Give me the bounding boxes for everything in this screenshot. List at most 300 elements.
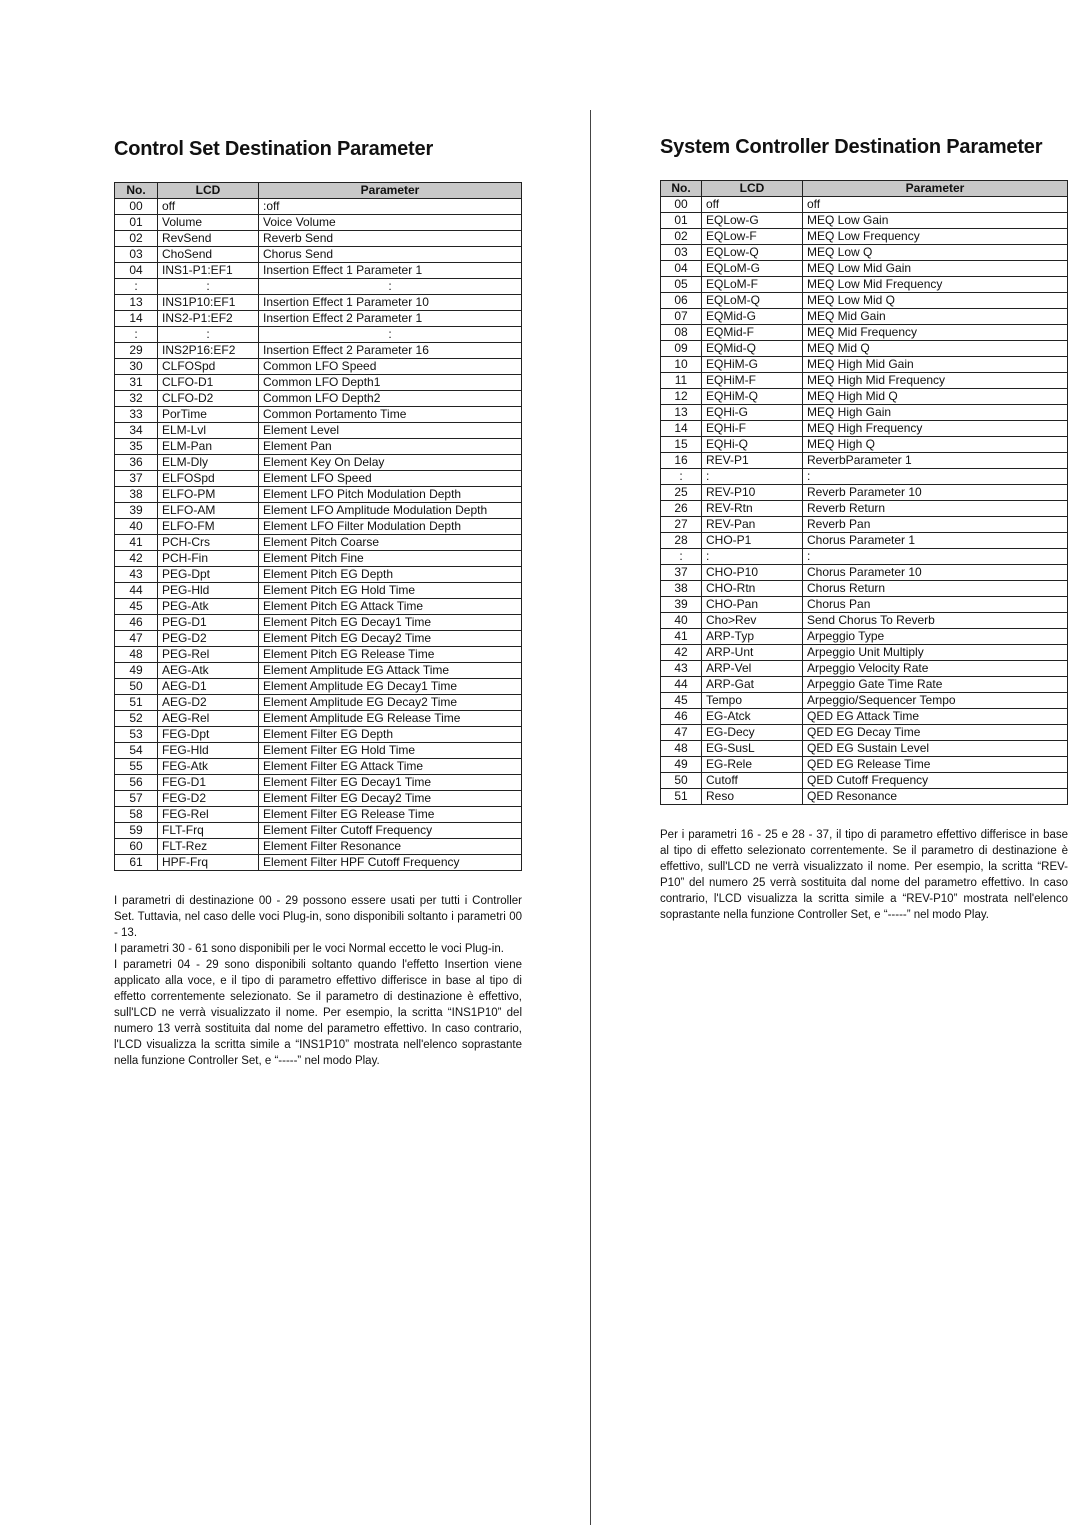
cell-lcd: AEG-D1 bbox=[158, 679, 259, 695]
table-row bbox=[661, 405, 1068, 421]
cell-lcd: EQLow-G bbox=[702, 213, 803, 229]
cell-lcd: FLT-Frq bbox=[158, 823, 259, 839]
cell-parameter: Element Pitch Coarse bbox=[259, 535, 522, 551]
cell-lcd: PorTime bbox=[158, 407, 259, 423]
table-row bbox=[115, 583, 522, 599]
cell-lcd: EQLoM-G bbox=[702, 261, 803, 277]
cell-lcd: INS2-P1:EF2 bbox=[158, 311, 259, 327]
cell-lcd: off bbox=[702, 197, 803, 213]
cell-lcd: ChoSend bbox=[158, 247, 259, 263]
cell-parameter: Chorus Pan bbox=[803, 597, 1068, 613]
table-row bbox=[661, 789, 1068, 805]
cell-no: 47 bbox=[115, 631, 158, 647]
cell-no: 31 bbox=[115, 375, 158, 391]
cell-no: 07 bbox=[661, 309, 702, 325]
cell-lcd: CLFO-D2 bbox=[158, 391, 259, 407]
cell-no: 47 bbox=[661, 725, 702, 741]
cell-no: 14 bbox=[115, 311, 158, 327]
cell-no: 37 bbox=[661, 565, 702, 581]
cell-lcd: Reso bbox=[702, 789, 803, 805]
cell-lcd: EG-Decy bbox=[702, 725, 803, 741]
table-row bbox=[115, 775, 522, 791]
cell-no: 15 bbox=[661, 437, 702, 453]
table-row bbox=[115, 215, 522, 231]
cell-no: 25 bbox=[661, 485, 702, 501]
cell-no: 09 bbox=[661, 341, 702, 357]
table-row bbox=[115, 647, 522, 663]
column-header-parameter: Parameter bbox=[259, 183, 522, 199]
cell-no: 27 bbox=[661, 517, 702, 533]
cell-no: 41 bbox=[661, 629, 702, 645]
cell-lcd: : bbox=[702, 549, 803, 565]
note-paragraph: I parametri di destinazione 00 - 29 possono essere usati per tutti i Controller Set. Tuttavia, nel caso delle voci Plug-in, sono disponibili soltanto i parametri 00 - 13. bbox=[114, 895, 522, 939]
cell-parameter: Element Amplitude EG Decay2 Time bbox=[259, 695, 522, 711]
table-row bbox=[661, 261, 1068, 277]
cell-no: 42 bbox=[115, 551, 158, 567]
table-row bbox=[661, 309, 1068, 325]
table-row bbox=[115, 855, 522, 871]
cell-lcd: EG-Rele bbox=[702, 757, 803, 773]
cell-lcd: PEG-Hld bbox=[158, 583, 259, 599]
cell-no: 44 bbox=[661, 677, 702, 693]
cell-no: 26 bbox=[661, 501, 702, 517]
cell-lcd: ELFO-AM bbox=[158, 503, 259, 519]
table-row bbox=[661, 213, 1068, 229]
cell-parameter: Element Filter EG Hold Time bbox=[259, 743, 522, 759]
cell-parameter: MEQ Low Mid Q bbox=[803, 293, 1068, 309]
cell-parameter: : bbox=[803, 549, 1068, 565]
table-row bbox=[115, 679, 522, 695]
cell-parameter: Insertion Effect 2 Parameter 16 bbox=[259, 343, 522, 359]
control-set-table-body bbox=[115, 199, 522, 871]
cell-no: 43 bbox=[661, 661, 702, 677]
cell-lcd: EQLoM-F bbox=[702, 277, 803, 293]
cell-lcd: REV-P1 bbox=[702, 453, 803, 469]
table-row bbox=[661, 709, 1068, 725]
cell-no: : bbox=[115, 327, 158, 343]
table-row bbox=[661, 341, 1068, 357]
table-row bbox=[115, 439, 522, 455]
cell-no: 44 bbox=[115, 583, 158, 599]
cell-parameter: Element LFO Pitch Modulation Depth bbox=[259, 487, 522, 503]
cell-lcd: PEG-D2 bbox=[158, 631, 259, 647]
table-row bbox=[115, 519, 522, 535]
cell-lcd: RevSend bbox=[158, 231, 259, 247]
cell-no: 00 bbox=[661, 197, 702, 213]
cell-parameter: Element Amplitude EG Decay1 Time bbox=[259, 679, 522, 695]
cell-parameter: Element LFO Speed bbox=[259, 471, 522, 487]
cell-parameter: Element Pitch EG Decay1 Time bbox=[259, 615, 522, 631]
cell-parameter: MEQ High Mid Frequency bbox=[803, 373, 1068, 389]
cell-lcd: FEG-Rel bbox=[158, 807, 259, 823]
cell-lcd: ARP-Vel bbox=[702, 661, 803, 677]
cell-no: 49 bbox=[661, 757, 702, 773]
cell-parameter: : bbox=[259, 279, 522, 295]
cell-lcd: : bbox=[158, 279, 259, 295]
cell-no: 02 bbox=[661, 229, 702, 245]
cell-lcd: EQLow-Q bbox=[702, 245, 803, 261]
system-controller-table-body bbox=[661, 197, 1068, 805]
cell-parameter: Common LFO Speed bbox=[259, 359, 522, 375]
cell-lcd: PCH-Crs bbox=[158, 535, 259, 551]
cell-parameter: Arpeggio Gate Time Rate bbox=[803, 677, 1068, 693]
cell-no: 02 bbox=[115, 231, 158, 247]
table-row bbox=[115, 839, 522, 855]
cell-lcd: EQLoM-Q bbox=[702, 293, 803, 309]
cell-parameter: Element Level bbox=[259, 423, 522, 439]
cell-parameter: Common LFO Depth1 bbox=[259, 375, 522, 391]
cell-no: 60 bbox=[115, 839, 158, 855]
cell-lcd: REV-Rtn bbox=[702, 501, 803, 517]
cell-no: 56 bbox=[115, 775, 158, 791]
cell-no: 13 bbox=[115, 295, 158, 311]
cell-lcd: ARP-Unt bbox=[702, 645, 803, 661]
cell-no: 45 bbox=[115, 599, 158, 615]
cell-no: 11 bbox=[661, 373, 702, 389]
cell-no: 48 bbox=[661, 741, 702, 757]
table-row bbox=[661, 373, 1068, 389]
cell-lcd: INS2P16:EF2 bbox=[158, 343, 259, 359]
cell-lcd: EQHi-G bbox=[702, 405, 803, 421]
table-row bbox=[661, 741, 1068, 757]
cell-no: 41 bbox=[115, 535, 158, 551]
cell-no: 00 bbox=[115, 199, 158, 215]
cell-parameter: Common LFO Depth2 bbox=[259, 391, 522, 407]
cell-parameter: QED EG Release Time bbox=[803, 757, 1068, 773]
table-row bbox=[661, 613, 1068, 629]
cell-no: 12 bbox=[661, 389, 702, 405]
cell-no: 46 bbox=[115, 615, 158, 631]
cell-lcd: EQLow-F bbox=[702, 229, 803, 245]
table-row bbox=[115, 743, 522, 759]
table-row bbox=[661, 549, 1068, 565]
cell-lcd: EQMid-F bbox=[702, 325, 803, 341]
cell-parameter: Element Key On Delay bbox=[259, 455, 522, 471]
cell-no: 55 bbox=[115, 759, 158, 775]
cell-parameter: MEQ High Q bbox=[803, 437, 1068, 453]
cell-no: 35 bbox=[115, 439, 158, 455]
cell-no: 08 bbox=[661, 325, 702, 341]
cell-no: 51 bbox=[115, 695, 158, 711]
cell-no: 39 bbox=[115, 503, 158, 519]
table-header-row bbox=[115, 183, 522, 199]
column-header-lcd: LCD bbox=[158, 183, 259, 199]
cell-no: 36 bbox=[115, 455, 158, 471]
cell-parameter: Element Pitch EG Decay2 Time bbox=[259, 631, 522, 647]
cell-parameter: QED EG Sustain Level bbox=[803, 741, 1068, 757]
cell-lcd: : bbox=[702, 469, 803, 485]
cell-parameter: off bbox=[803, 197, 1068, 213]
cell-parameter: Element Amplitude EG Attack Time bbox=[259, 663, 522, 679]
cell-lcd: ELM-Lvl bbox=[158, 423, 259, 439]
cell-parameter: Arpeggio Type bbox=[803, 629, 1068, 645]
cell-no: 13 bbox=[661, 405, 702, 421]
cell-lcd: off bbox=[158, 199, 259, 215]
control-set-table bbox=[114, 182, 522, 871]
cell-parameter: Reverb Parameter 10 bbox=[803, 485, 1068, 501]
table-row bbox=[115, 663, 522, 679]
cell-parameter: MEQ High Frequency bbox=[803, 421, 1068, 437]
table-row bbox=[115, 759, 522, 775]
cell-no: 04 bbox=[661, 261, 702, 277]
cell-parameter: Element Filter Cutoff Frequency bbox=[259, 823, 522, 839]
cell-parameter: Common Portamento Time bbox=[259, 407, 522, 423]
cell-parameter: Element Filter EG Release Time bbox=[259, 807, 522, 823]
cell-lcd: ARP-Typ bbox=[702, 629, 803, 645]
cell-lcd: HPF-Frq bbox=[158, 855, 259, 871]
cell-no: 51 bbox=[661, 789, 702, 805]
cell-no: 58 bbox=[115, 807, 158, 823]
note-paragraph: I parametri 30 - 61 sono disponibili per le voci Normal eccetto le voci Plug-in. bbox=[114, 943, 504, 955]
cell-no: 52 bbox=[115, 711, 158, 727]
table-row bbox=[661, 757, 1068, 773]
cell-no: 01 bbox=[661, 213, 702, 229]
cell-parameter: Element Filter HPF Cutoff Frequency bbox=[259, 855, 522, 871]
cell-lcd: Tempo bbox=[702, 693, 803, 709]
cell-no: 42 bbox=[661, 645, 702, 661]
cell-no: 48 bbox=[115, 647, 158, 663]
cell-no: 32 bbox=[115, 391, 158, 407]
cell-no: 03 bbox=[115, 247, 158, 263]
cell-lcd: PEG-Atk bbox=[158, 599, 259, 615]
cell-parameter: Insertion Effect 2 Parameter 1 bbox=[259, 311, 522, 327]
cell-no: 10 bbox=[661, 357, 702, 373]
system-controller-notes bbox=[660, 827, 1068, 923]
cell-parameter: Element LFO Filter Modulation Depth bbox=[259, 519, 522, 535]
cell-no: 40 bbox=[661, 613, 702, 629]
cell-no: : bbox=[661, 549, 702, 565]
table-row bbox=[661, 629, 1068, 645]
cell-no: 37 bbox=[115, 471, 158, 487]
cell-lcd: EQHi-F bbox=[702, 421, 803, 437]
table-row bbox=[115, 327, 522, 343]
cell-lcd: EQHiM-Q bbox=[702, 389, 803, 405]
cell-no: 43 bbox=[115, 567, 158, 583]
cell-lcd: ELFOSpd bbox=[158, 471, 259, 487]
table-row bbox=[115, 407, 522, 423]
cell-lcd: CLFOSpd bbox=[158, 359, 259, 375]
cell-lcd: PEG-Rel bbox=[158, 647, 259, 663]
cell-lcd: EG-SusL bbox=[702, 741, 803, 757]
column-header-lcd: LCD bbox=[702, 181, 803, 197]
cell-lcd: AEG-D2 bbox=[158, 695, 259, 711]
table-row bbox=[661, 677, 1068, 693]
table-row bbox=[115, 631, 522, 647]
cell-parameter: :off bbox=[259, 199, 522, 215]
cell-parameter: Insertion Effect 1 Parameter 1 bbox=[259, 263, 522, 279]
cell-lcd: Cho>Rev bbox=[702, 613, 803, 629]
table-row bbox=[115, 727, 522, 743]
table-row bbox=[661, 437, 1068, 453]
note-paragraph: I parametri 04 - 29 sono disponibili soltanto quando l'effetto Insertion viene applicato alla voce, e il tipo di parametro effettivo differisce in base al tipo di effetto correntemente selezionato. Se il parametro di destinazione è effettivo, sull'LCD ne verrà visualizzato il nome. Per esempio, la scritta “INS1P10” del numero 13 verrà sostituita dal nome del parametro effettivo. In caso contrario, l'LCD visualizza la scritta simile a “INS1P10” mostrata nell'elenco soprastante nella funzione Controller Set, e “-----” nel modo Play. bbox=[114, 959, 522, 1067]
table-row bbox=[115, 807, 522, 823]
cell-lcd: AEG-Rel bbox=[158, 711, 259, 727]
cell-parameter: QED EG Decay Time bbox=[803, 725, 1068, 741]
cell-no: 50 bbox=[115, 679, 158, 695]
cell-parameter: Element Pitch EG Hold Time bbox=[259, 583, 522, 599]
cell-lcd: CHO-P1 bbox=[702, 533, 803, 549]
table-row bbox=[115, 263, 522, 279]
cell-no: 06 bbox=[661, 293, 702, 309]
table-row bbox=[115, 343, 522, 359]
cell-lcd: Volume bbox=[158, 215, 259, 231]
cell-parameter: Arpeggio/Sequencer Tempo bbox=[803, 693, 1068, 709]
cell-parameter: Arpeggio Unit Multiply bbox=[803, 645, 1068, 661]
cell-no: 16 bbox=[661, 453, 702, 469]
cell-lcd: EQHi-Q bbox=[702, 437, 803, 453]
table-row bbox=[661, 693, 1068, 709]
table-row bbox=[661, 597, 1068, 613]
table-row bbox=[115, 455, 522, 471]
cell-parameter: ReverbParameter 1 bbox=[803, 453, 1068, 469]
cell-parameter: Voice Volume bbox=[259, 215, 522, 231]
cell-no: 04 bbox=[115, 263, 158, 279]
cell-parameter: Chorus Send bbox=[259, 247, 522, 263]
control-set-section bbox=[114, 136, 522, 1069]
cell-lcd: EQMid-G bbox=[702, 309, 803, 325]
table-row bbox=[115, 247, 522, 263]
table-row bbox=[115, 791, 522, 807]
cell-parameter: Element Pitch EG Attack Time bbox=[259, 599, 522, 615]
cell-lcd: CHO-Pan bbox=[702, 597, 803, 613]
column-header-parameter: Parameter bbox=[803, 181, 1068, 197]
cell-no: : bbox=[661, 469, 702, 485]
cell-parameter: Element Amplitude EG Release Time bbox=[259, 711, 522, 727]
column-header-no: No. bbox=[115, 183, 158, 199]
table-row bbox=[661, 661, 1068, 677]
table-row bbox=[115, 551, 522, 567]
table-row bbox=[115, 695, 522, 711]
table-row bbox=[115, 375, 522, 391]
table-row bbox=[115, 471, 522, 487]
cell-parameter: Element Filter EG Attack Time bbox=[259, 759, 522, 775]
cell-parameter: Insertion Effect 1 Parameter 10 bbox=[259, 295, 522, 311]
table-row bbox=[661, 197, 1068, 213]
cell-parameter: Reverb Return bbox=[803, 501, 1068, 517]
cell-no: 46 bbox=[661, 709, 702, 725]
cell-lcd: Cutoff bbox=[702, 773, 803, 789]
cell-lcd: EQMid-Q bbox=[702, 341, 803, 357]
cell-parameter: Chorus Return bbox=[803, 581, 1068, 597]
cell-lcd: FEG-Atk bbox=[158, 759, 259, 775]
table-row bbox=[115, 231, 522, 247]
cell-parameter: MEQ Mid Frequency bbox=[803, 325, 1068, 341]
cell-no: 28 bbox=[661, 533, 702, 549]
table-row bbox=[115, 359, 522, 375]
cell-parameter: Arpeggio Velocity Rate bbox=[803, 661, 1068, 677]
table-row bbox=[661, 293, 1068, 309]
cell-parameter: : bbox=[259, 327, 522, 343]
table-row bbox=[115, 711, 522, 727]
cell-no: 40 bbox=[115, 519, 158, 535]
cell-parameter: Reverb Pan bbox=[803, 517, 1068, 533]
table-row bbox=[115, 567, 522, 583]
cell-no: 01 bbox=[115, 215, 158, 231]
cell-lcd: : bbox=[158, 327, 259, 343]
cell-lcd: ARP-Gat bbox=[702, 677, 803, 693]
table-row bbox=[661, 357, 1068, 373]
cell-no: 33 bbox=[115, 407, 158, 423]
cell-no: 53 bbox=[115, 727, 158, 743]
cell-no: 30 bbox=[115, 359, 158, 375]
table-row bbox=[115, 599, 522, 615]
cell-lcd: PEG-Dpt bbox=[158, 567, 259, 583]
cell-parameter: MEQ Low Mid Frequency bbox=[803, 277, 1068, 293]
table-row bbox=[661, 565, 1068, 581]
table-row bbox=[115, 391, 522, 407]
cell-lcd: CLFO-D1 bbox=[158, 375, 259, 391]
cell-lcd: INS1P10:EF1 bbox=[158, 295, 259, 311]
cell-parameter: Element Filter EG Decay1 Time bbox=[259, 775, 522, 791]
table-row bbox=[661, 469, 1068, 485]
cell-lcd: FEG-Hld bbox=[158, 743, 259, 759]
table-row bbox=[661, 501, 1068, 517]
cell-parameter: Element Filter Resonance bbox=[259, 839, 522, 855]
cell-lcd: PCH-Fin bbox=[158, 551, 259, 567]
cell-parameter: Chorus Parameter 1 bbox=[803, 533, 1068, 549]
cell-lcd: PEG-D1 bbox=[158, 615, 259, 631]
cell-no: 38 bbox=[115, 487, 158, 503]
cell-parameter: Element Pitch Fine bbox=[259, 551, 522, 567]
cell-lcd: ELM-Dly bbox=[158, 455, 259, 471]
cell-no: 14 bbox=[661, 421, 702, 437]
cell-parameter: QED EG Attack Time bbox=[803, 709, 1068, 725]
table-row bbox=[661, 725, 1068, 741]
table-row bbox=[661, 581, 1068, 597]
cell-lcd: FEG-D2 bbox=[158, 791, 259, 807]
cell-parameter: Element Filter EG Depth bbox=[259, 727, 522, 743]
control-set-notes bbox=[114, 893, 522, 1069]
cell-parameter: QED Cutoff Frequency bbox=[803, 773, 1068, 789]
cell-parameter: MEQ Mid Q bbox=[803, 341, 1068, 357]
table-row bbox=[115, 503, 522, 519]
table-row bbox=[661, 389, 1068, 405]
cell-lcd: FLT-Rez bbox=[158, 839, 259, 855]
cell-parameter: MEQ Low Frequency bbox=[803, 229, 1068, 245]
cell-no: 39 bbox=[661, 597, 702, 613]
table-row bbox=[115, 487, 522, 503]
cell-lcd: REV-Pan bbox=[702, 517, 803, 533]
table-row bbox=[661, 773, 1068, 789]
cell-parameter: MEQ Low Mid Gain bbox=[803, 261, 1068, 277]
system-controller-section bbox=[660, 134, 1068, 923]
cell-lcd: AEG-Atk bbox=[158, 663, 259, 679]
cell-no: 61 bbox=[115, 855, 158, 871]
cell-no: 49 bbox=[115, 663, 158, 679]
cell-no: 57 bbox=[115, 791, 158, 807]
cell-no: 38 bbox=[661, 581, 702, 597]
cell-no: 03 bbox=[661, 245, 702, 261]
table-row bbox=[661, 421, 1068, 437]
table-row bbox=[661, 485, 1068, 501]
cell-parameter: Element LFO Amplitude Modulation Depth bbox=[259, 503, 522, 519]
table-row bbox=[115, 279, 522, 295]
table-header-row bbox=[661, 181, 1068, 197]
cell-lcd: EG-Atck bbox=[702, 709, 803, 725]
cell-lcd: ELFO-PM bbox=[158, 487, 259, 503]
column-divider bbox=[590, 110, 591, 1525]
cell-lcd: EQHiM-G bbox=[702, 357, 803, 373]
table-row bbox=[115, 615, 522, 631]
cell-parameter: Reverb Send bbox=[259, 231, 522, 247]
column-header-no: No. bbox=[661, 181, 702, 197]
cell-lcd: REV-P10 bbox=[702, 485, 803, 501]
table-row bbox=[661, 645, 1068, 661]
cell-parameter: Element Pitch EG Release Time bbox=[259, 647, 522, 663]
cell-no: 59 bbox=[115, 823, 158, 839]
cell-no: 50 bbox=[661, 773, 702, 789]
cell-parameter: Chorus Parameter 10 bbox=[803, 565, 1068, 581]
